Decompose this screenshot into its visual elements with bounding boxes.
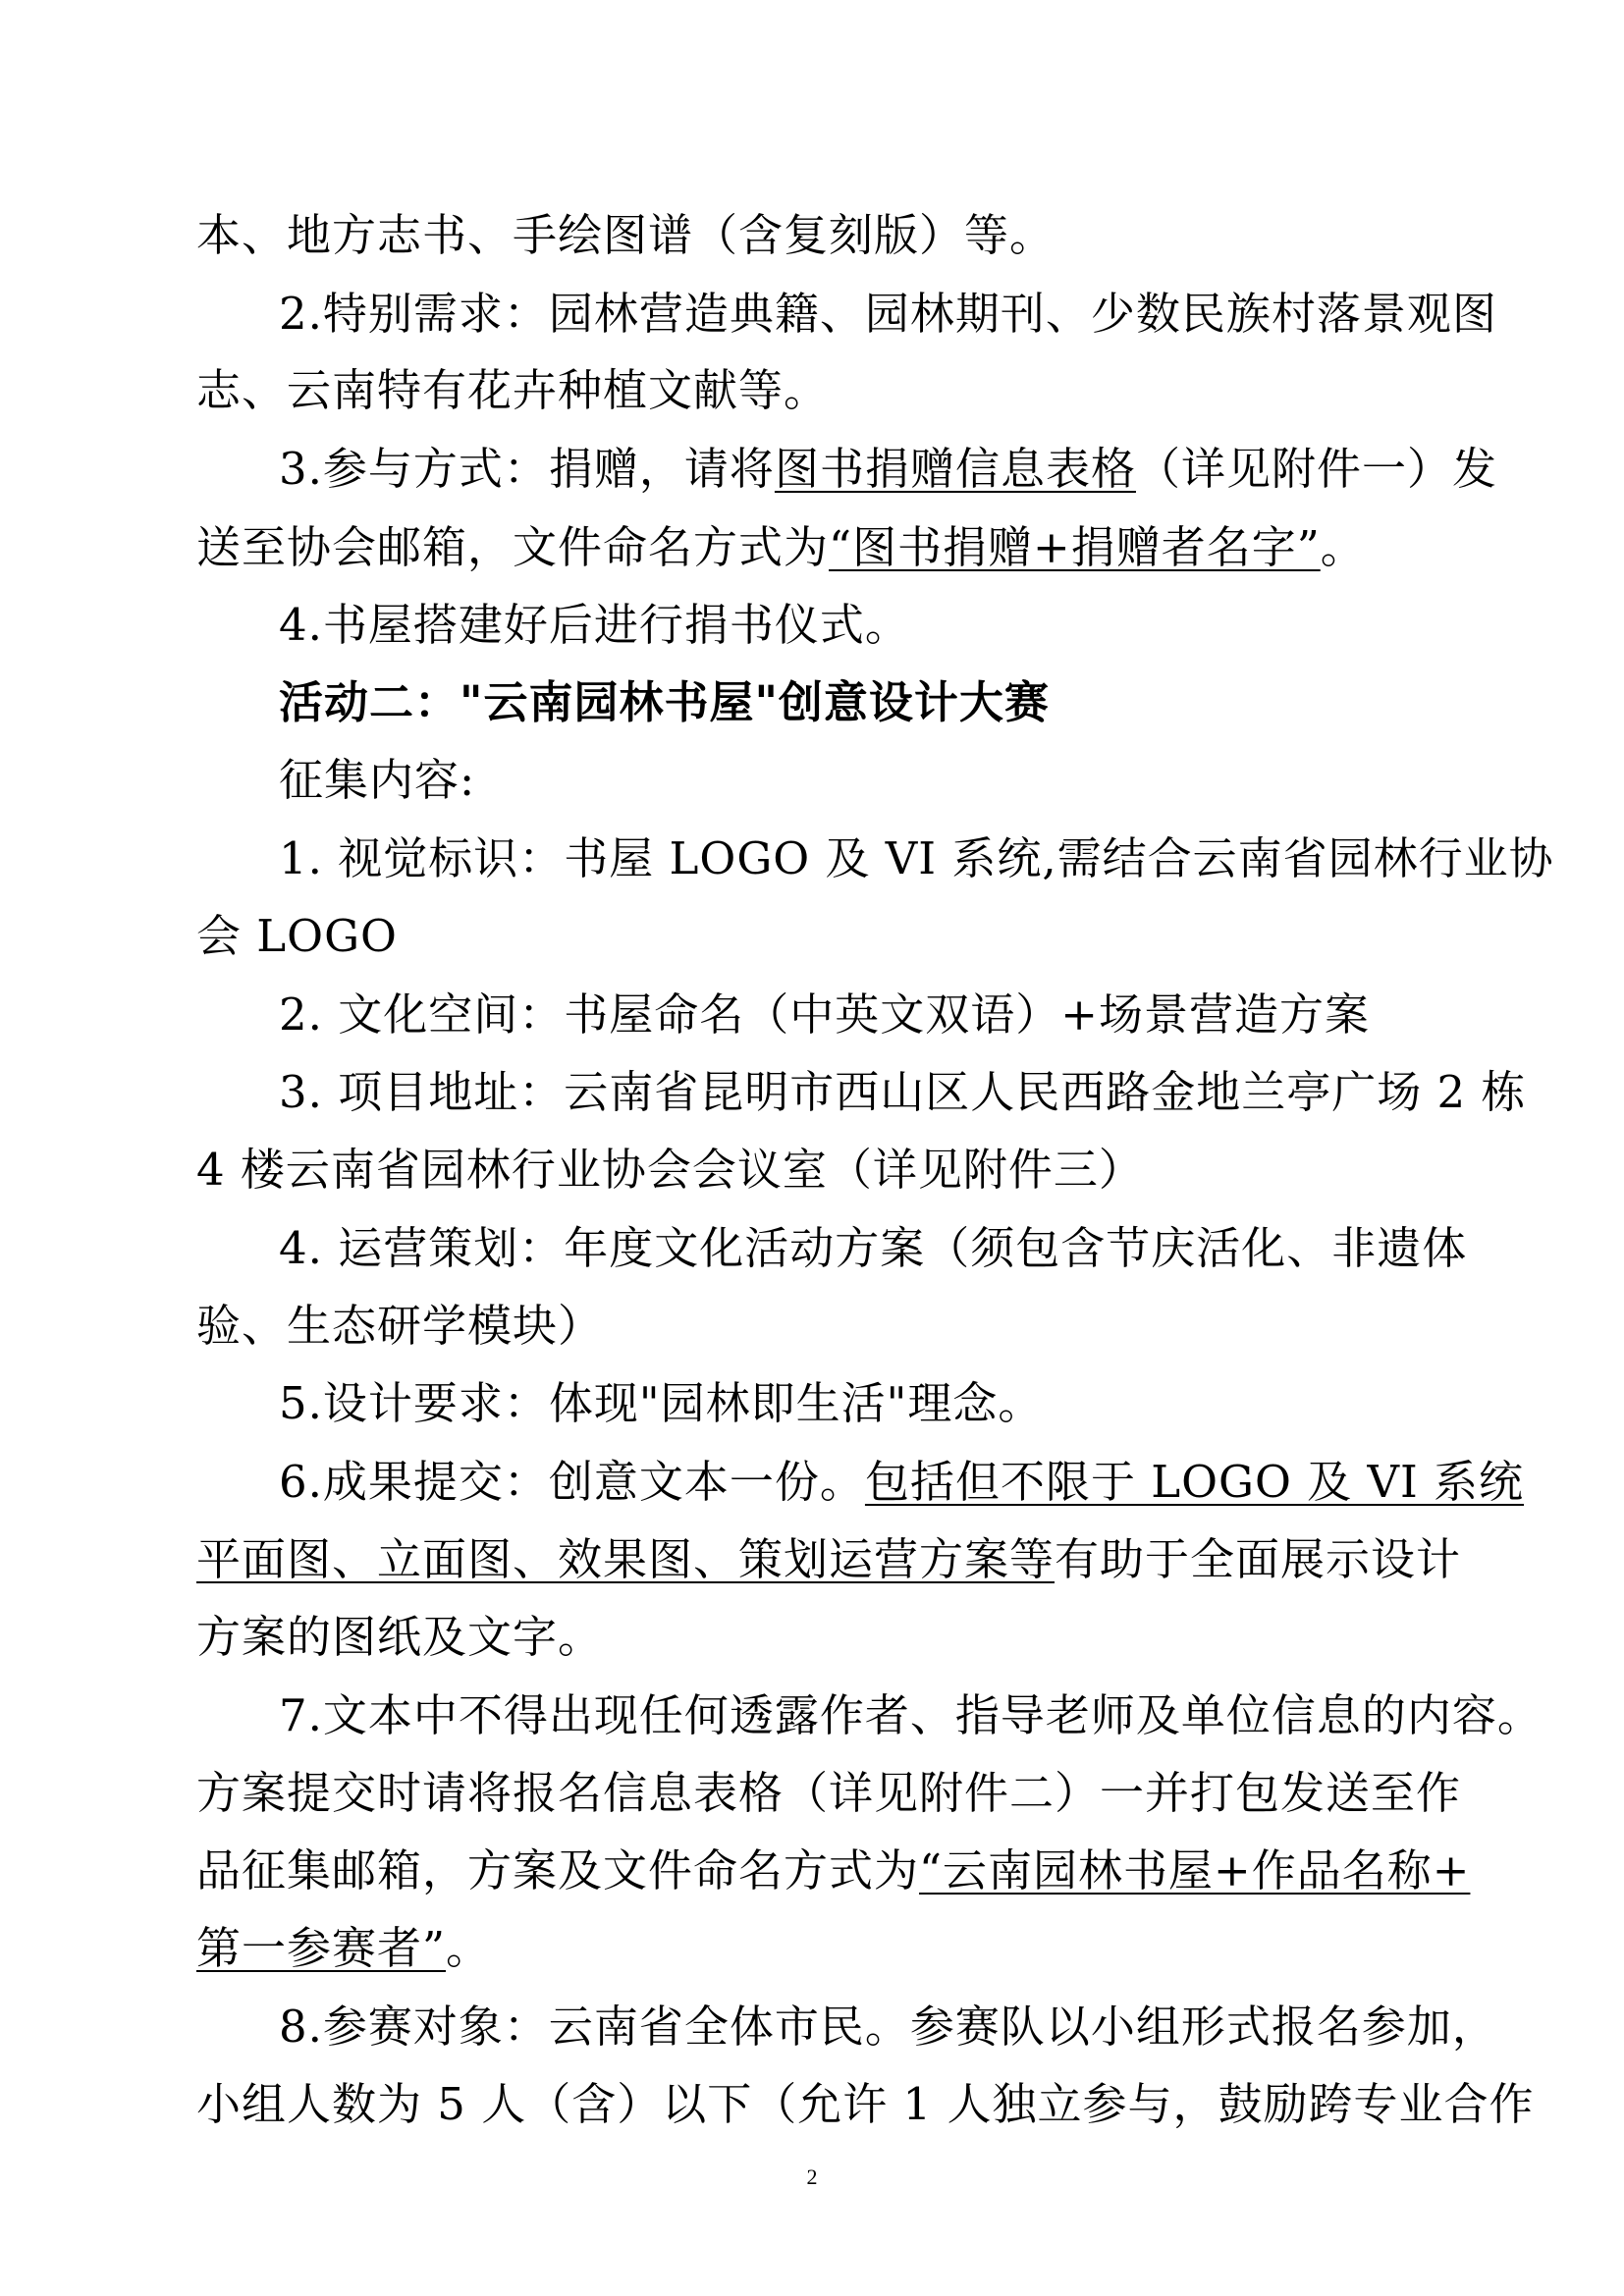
page-number: 2 — [806, 2164, 818, 2189]
text-line: 3. 项目地址：云南省昆明市西山区人民西路金地兰亭广场 2 栋 — [279, 1066, 1527, 1118]
text-line: 7.文本中不得出现任何透露作者、指导老师及单位信息的内容。 — [279, 1689, 1543, 1741]
text-line: 志、云南特有花卉种植文献等。 — [196, 364, 830, 416]
text-line: 会 LOGO — [196, 910, 398, 962]
text-line: 送至协会邮箱，文件命名方式为“图书捐赠+捐赠者名字”。 — [196, 521, 1366, 573]
text-line: 验、生态研学模块） — [196, 1300, 604, 1352]
underlined-text: 第一参赛者” — [196, 1922, 447, 1974]
text-line: 3.参与方式：捐赠，请将图书捐赠信息表格（详见附件一）发 — [279, 443, 1497, 495]
text-line: 2.特别需求：园林营造典籍、园林期刊、少数民族村落景观图 — [279, 288, 1497, 340]
text-line: 本、地方志书、手绘图谱（含复刻版）等。 — [196, 209, 1056, 261]
text-line: 4 楼云南省园林行业协会会议室（详见附件三） — [196, 1144, 1144, 1196]
text-line: 4.书屋搭建好后进行捐书仪式。 — [279, 599, 910, 651]
text-line: 1. 视觉标识：书屋 LOGO 及 VI 系统,需结合云南省园林行业协 — [279, 832, 1554, 884]
underlined-text: “图书捐赠+捐赠者名字” — [829, 521, 1321, 573]
text-line: 6.成果提交：创意文本一份。包括但不限于 LOGO 及 VI 系统 — [279, 1456, 1525, 1508]
text-line: 平面图、立面图、效果图、策划运营方案等有助于全面展示设计 — [196, 1533, 1462, 1585]
text-line: 4. 运营策划：年度文化活动方案（须包含节庆活化、非遗体 — [279, 1222, 1468, 1274]
text-line: 品征集邮箱，方案及文件命名方式为“云南园林书屋+作品名称+ — [196, 1844, 1471, 1896]
text-line: 方案的图纸及文字。 — [196, 1611, 604, 1663]
section-heading: 活动二："云南园林书屋"创意设计大赛 — [279, 676, 1050, 728]
text-line: 第一参赛者”。 — [196, 1922, 492, 1974]
text-line: 5.设计要求：体现"园林即生活"理念。 — [279, 1377, 1044, 1429]
text-line: 2. 文化空间：书屋命名（中英文双语）+场景营造方案 — [279, 988, 1370, 1041]
underlined-text: “云南园林书屋+作品名称+ — [919, 1844, 1471, 1896]
text-line: 小组人数为 5 人（含）以下（允许 1 人独立参与，鼓励跨专业合作 — [196, 2078, 1535, 2130]
underlined-text: 包括但不限于 LOGO 及 VI 系统 — [864, 1456, 1525, 1508]
text-line: 8.参赛对象：云南省全体市民。参赛队以小组形式报名参加， — [279, 2001, 1497, 2053]
text-line: 方案提交时请将报名信息表格（详见附件二）一并打包发送至作 — [196, 1767, 1462, 1819]
underlined-text: 平面图、立面图、效果图、策划运营方案等 — [196, 1533, 1056, 1585]
text-line: 征集内容: — [279, 754, 476, 806]
underlined-text: 图书捐赠信息表格 — [774, 443, 1136, 495]
